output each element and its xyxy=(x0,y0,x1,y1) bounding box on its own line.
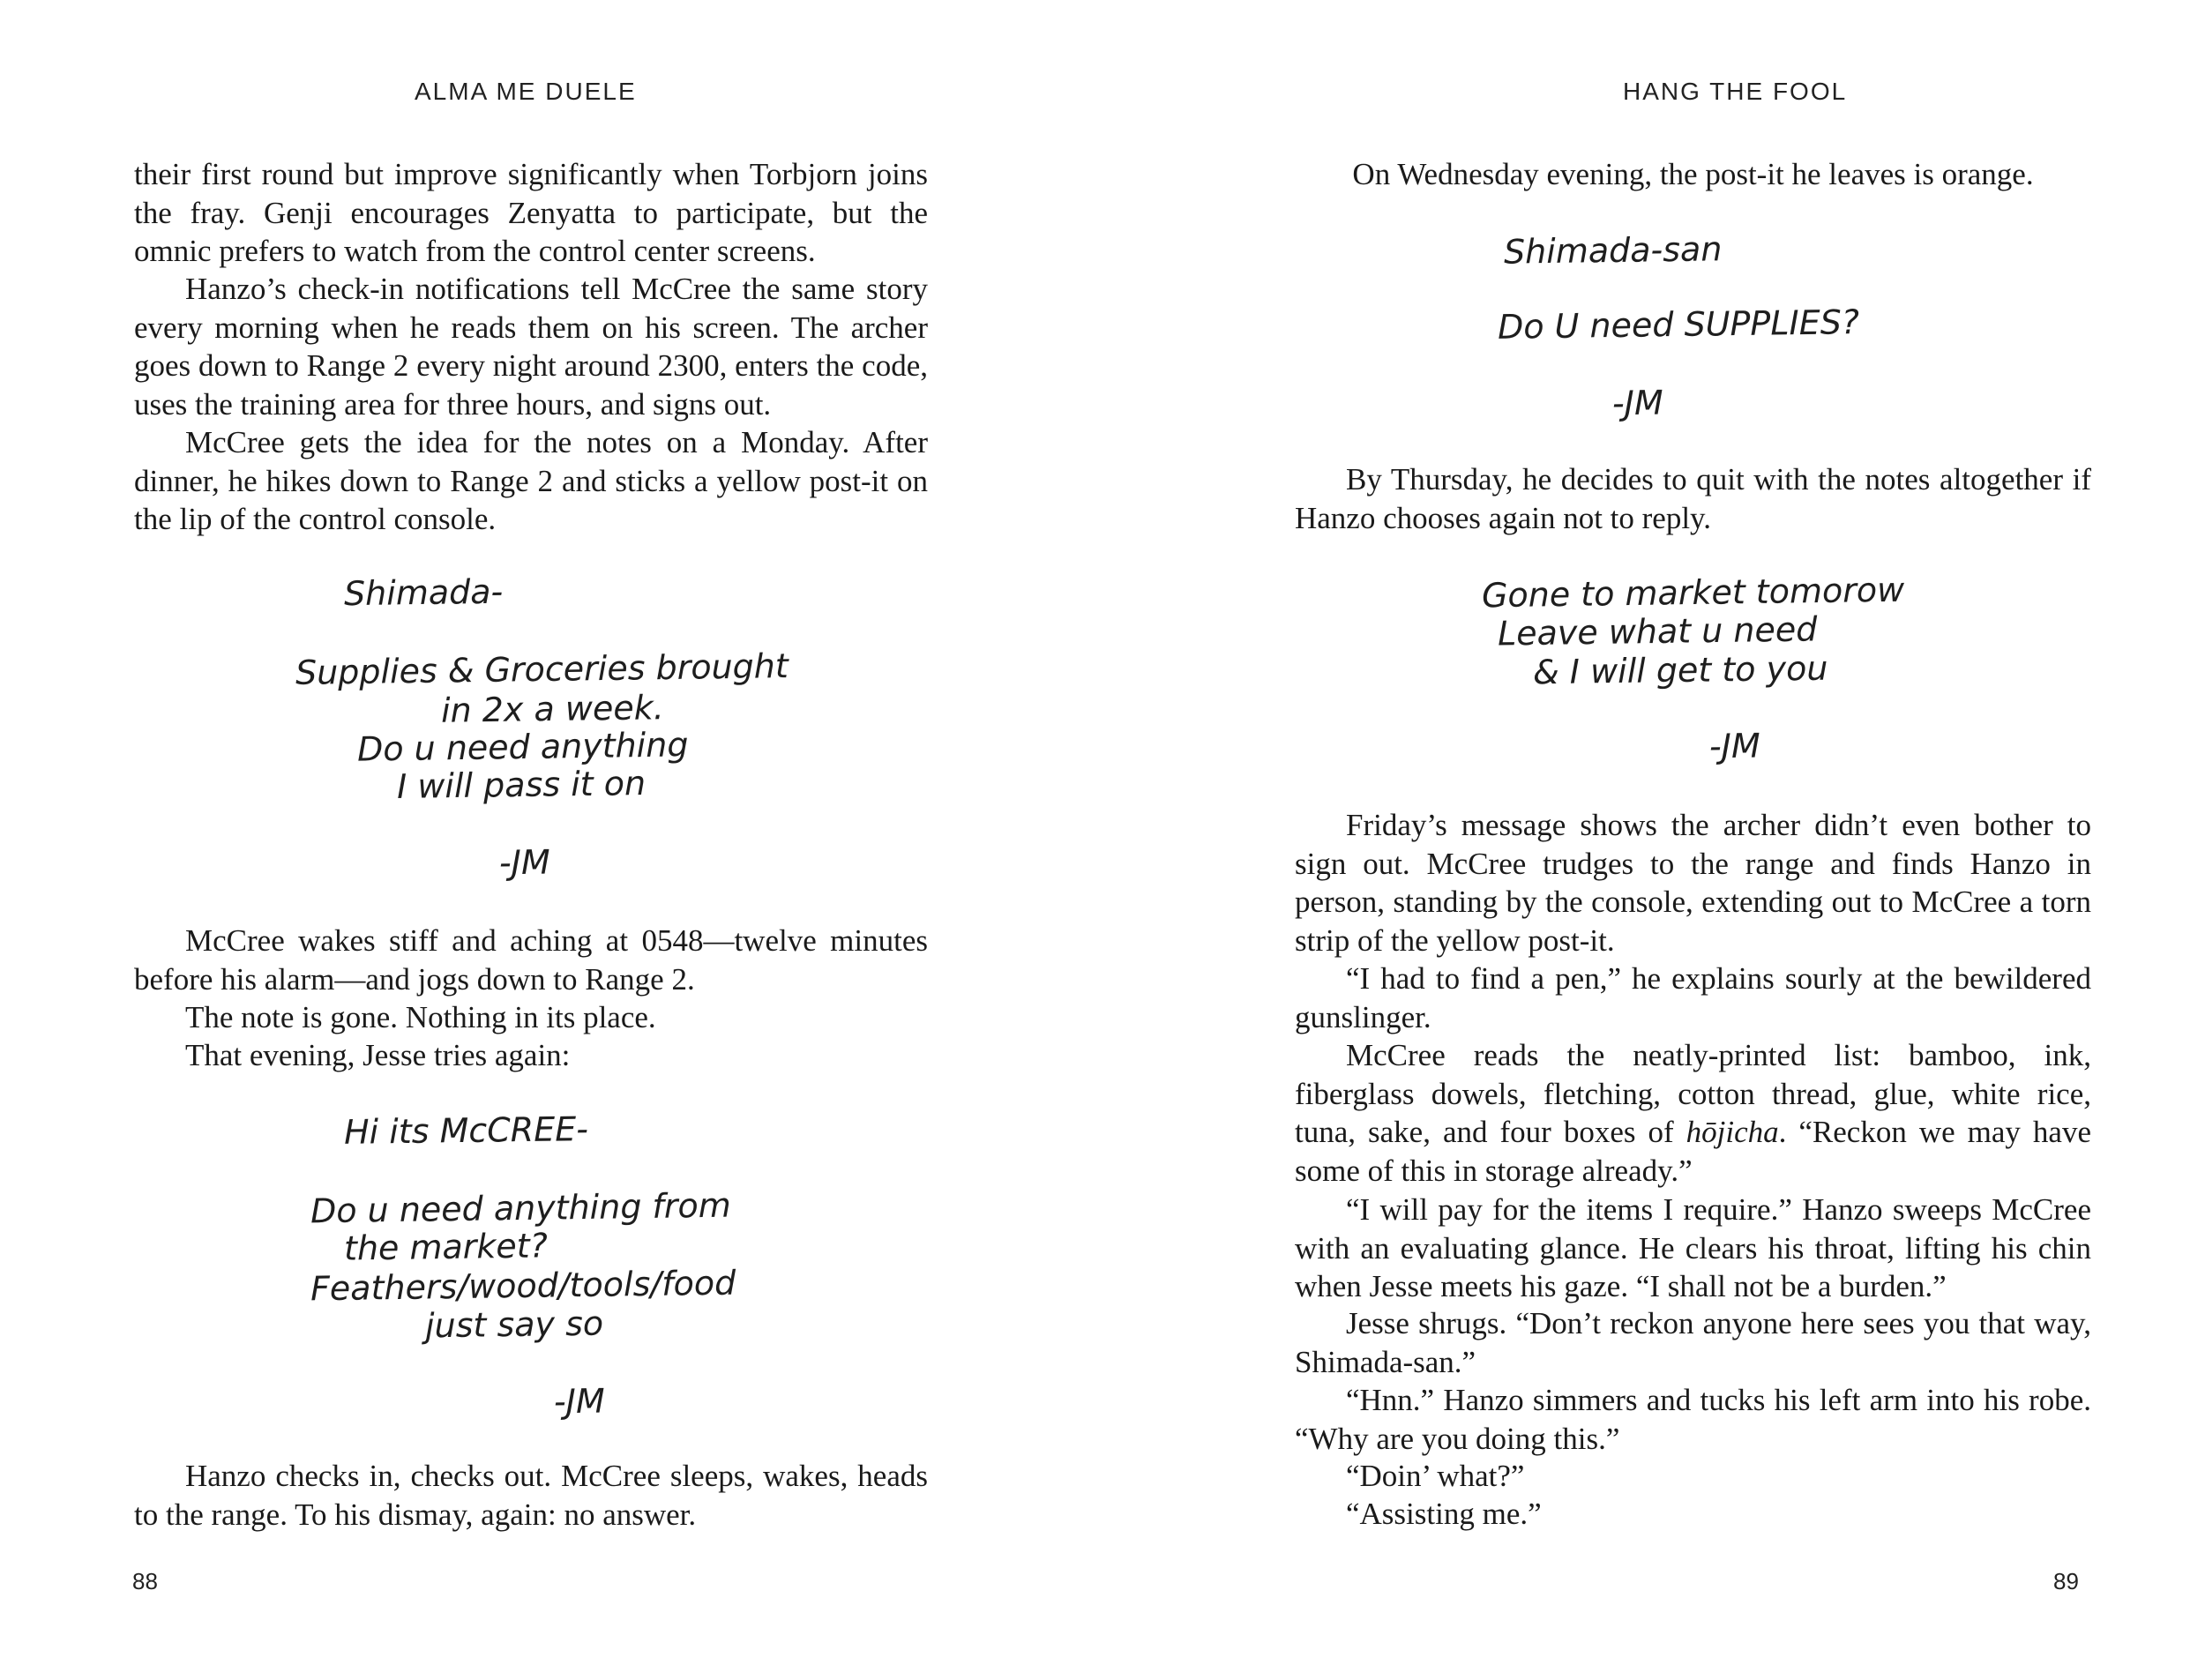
paragraph: Friday’s message shows the archer didn’t even bother to sign out. McCree trudges to the range and finds Hanzo in person, standing by the console, extending out to McCree a torn strip of the yellow post-it. xyxy=(1295,808,2091,958)
paragraph: their first round but improve significantly when Torbjorn joins the fray. Genji encourages Zenyatta to participate, but the omnic prefers to watch from the control center screens. xyxy=(134,157,928,268)
paragraph-text: . “Reckon we may have some of this in storage already.” xyxy=(1295,1115,2092,1188)
note-line: Shimada- xyxy=(343,571,504,614)
paragraph: Hanzo’s check-in notifications tell McCree the same story every morning when he reads them on his screen. The archer goes down to Range 2 every night around 2300, enters the code, uses the training area for three hours, and signs out. xyxy=(134,272,928,422)
note-signature: -JM xyxy=(1708,726,1761,766)
paragraph xyxy=(1295,1036,2091,1190)
paragraph: The note is gone. Nothing in its place. xyxy=(185,1000,656,1034)
page-number: 89 xyxy=(2053,1568,2079,1594)
note-line: just say so xyxy=(424,1303,604,1346)
note-line: Hi its McCREE- xyxy=(343,1109,589,1152)
paragraph: Jesse shrugs. “Don’t reckon anyone here sees you that way, Shimada-san.” xyxy=(1295,1306,2091,1379)
note-line: Feathers/wood/tools/food xyxy=(310,1263,736,1309)
paragraph: “Assisting me.” xyxy=(1346,1497,1542,1531)
note-line: Do U need SUPPLIES? xyxy=(1497,302,1860,347)
note-signature: -JM xyxy=(1611,383,1664,423)
paragraph: McCree gets the idea for the notes on a Monday. After dinner, he hikes down to Range 2 and sticks a yellow post-it on the lip of the control console. xyxy=(134,425,928,536)
note-line: Do u need anything xyxy=(356,725,689,769)
paragraph: McCree wakes stiff and aching at 0548—twelve minutes before his alarm—and jogs down to Range 2. xyxy=(134,923,928,997)
paragraph: On Wednesday evening, the post-it he leaves is orange. xyxy=(1352,157,2034,191)
paragraph: “Doin’ what?” xyxy=(1346,1459,1525,1493)
paragraph-text: McCree reads the neatly-printed list: bamboo, ink, fiberglass dowels, fletching, cotton thread, glue, white rice, tuna, sake, and four boxes of xyxy=(1295,1038,2091,1149)
italic-term: hōjicha xyxy=(1686,1115,1779,1149)
running-head: HANG THE FOOL xyxy=(1623,78,1848,105)
note-line: & I will get to you xyxy=(1532,648,1828,692)
note-signature: -JM xyxy=(498,842,551,883)
note-line: Leave what u need xyxy=(1497,609,1818,653)
paragraph: “I had to find a pen,” he explains sourly at the bewildered gunslinger. xyxy=(1295,961,2091,1034)
paragraph: That evening, Jesse tries again: xyxy=(185,1038,571,1072)
note-line: Gone to market tomorow xyxy=(1481,570,1905,616)
note-line: I will pass it on xyxy=(396,764,647,806)
note-line: Shimada-san xyxy=(1503,229,1723,272)
page-number: 88 xyxy=(132,1568,158,1594)
note-line: Do u need anything from xyxy=(310,1185,732,1231)
paragraph: “Hnn.” Hanzo simmers and tucks his left arm into his robe. “Why are you doing this.” xyxy=(1295,1383,2091,1456)
running-head: ALMA ME DUELE xyxy=(415,78,637,105)
paragraph: By Thursday, he decides to quit with the notes altogether if Hanzo chooses again not to reply. xyxy=(1295,462,2091,535)
paragraph: Hanzo checks in, checks out. McCree sleeps, wakes, heads to the range. To his dismay, again: no answer. xyxy=(134,1459,928,1532)
note-line: Supplies & Groceries brought xyxy=(295,646,789,692)
left-page xyxy=(0,0,1102,1680)
note-line: in 2x a week. xyxy=(440,688,665,730)
right-page xyxy=(1102,0,2205,1680)
paragraph: “I will pay for the items I require.” Hanzo sweeps McCree with an evaluating glance. He clears his throat, lifting his chin when Jesse meets his gaze. “I shall not be a burden.” xyxy=(1295,1192,2091,1303)
note-signature: -JM xyxy=(553,1381,606,1422)
note-line: the market? xyxy=(343,1226,549,1268)
